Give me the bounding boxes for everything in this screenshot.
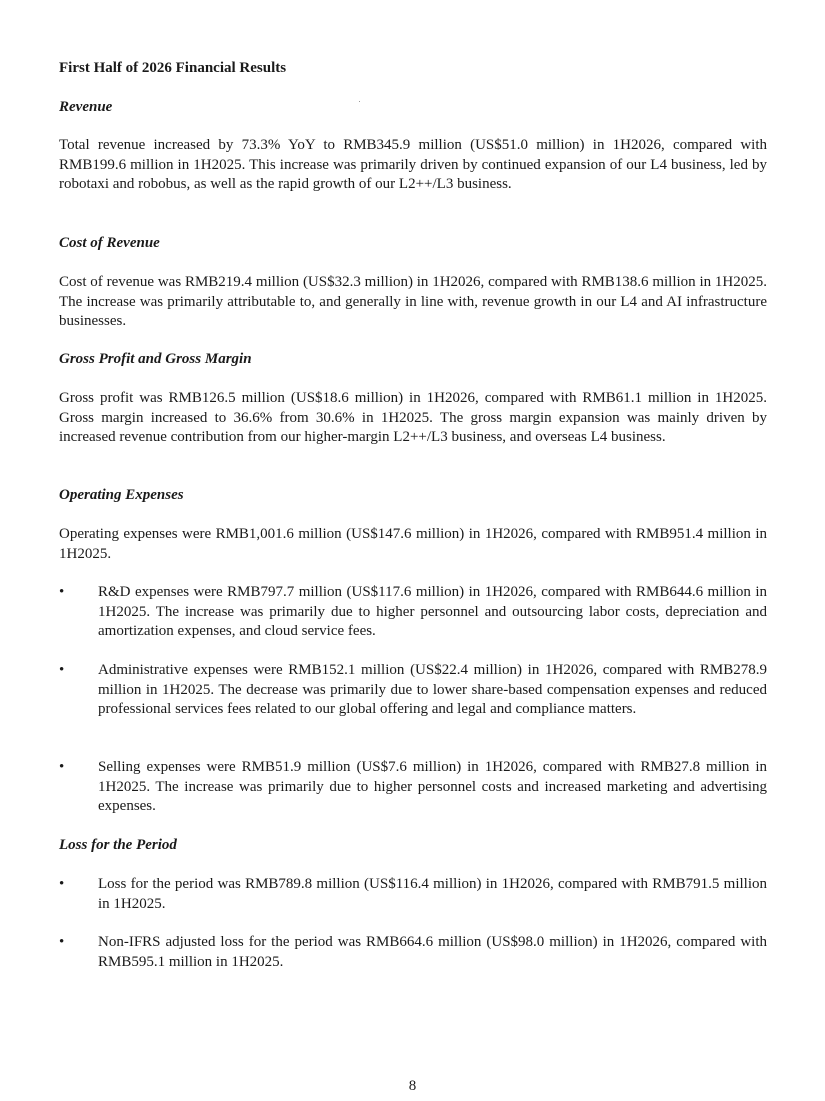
- bullet-text: Administrative expenses were RMB152.1 million (US$22.4 million) in 1H2026, compared with RMB278.9 million in 1H2025. The decrease was primarily due to lower share-based compensation expenses and reduced professional services fees related to our global offering and legal and compliance matters.: [98, 662, 767, 717]
- document-title: First Half of 2026 Financial Results: [59, 60, 287, 76]
- operating-expenses-paragraph: Operating expenses were RMB1,001.6 million (US$147.6 million) in 1H2026, compared with RMB951.4 million in 1H2025.: [59, 526, 767, 562]
- cost-of-revenue-paragraph: Cost of revenue was RMB219.4 million (US$32.3 million) in 1H2026, compared with RMB138.6 million in 1H2025. The increase was primarily attributable to, and generally in line with, revenue growth in our L4 and AI infrastructure businesses.: [59, 274, 767, 329]
- bullet-text: Selling expenses were RMB51.9 million (US$7.6 million) in 1H2026, compared with RMB27.8 million in 1H2025. The increase was primarily due to higher personnel costs and increased marketing and advertising expenses.: [98, 759, 767, 814]
- bullet-text: Loss for the period was RMB789.8 million (US$116.4 million) in 1H2026, compared with RMB791.5 million in 1H2025.: [98, 876, 767, 912]
- bullet-icon: •: [59, 876, 65, 892]
- page-number: 8: [408, 1078, 417, 1094]
- gross-profit-heading: Gross Profit and Gross Margin: [59, 351, 252, 367]
- cost-of-revenue-heading: Cost of Revenue: [59, 235, 160, 251]
- bullet-text: Non-IFRS adjusted loss for the period was RMB664.6 million (US$98.0 million) in 1H2026, compared with RMB595.1 million in 1H2025.: [98, 934, 767, 970]
- bullet-icon: •: [59, 584, 65, 600]
- bullet-icon: •: [59, 662, 65, 678]
- loss-for-period-heading: Loss for the Period: [59, 837, 177, 853]
- bullet-icon: •: [59, 934, 65, 950]
- bullet-text: R&D expenses were RMB797.7 million (US$117.6 million) in 1H2026, compared with RMB644.6 million in 1H2025. The increase was primarily due to higher personnel and outsourcing labor costs, depreciation and amortization expenses, and cloud service fees.: [98, 584, 767, 639]
- revenue-paragraph: Total revenue increased by 73.3% YoY to RMB345.9 million (US$51.0 million) in 1H2026, compared with RMB199.6 million in 1H2025. This increase was primarily driven by continued expansion of our L4 business, led by robotaxi and robobus, as well as the rapid growth of our L2++/L3 business.: [59, 137, 767, 192]
- scan-speck: [359, 101, 360, 102]
- gross-profit-paragraph: Gross profit was RMB126.5 million (US$18.6 million) in 1H2026, compared with RMB61.1 million in 1H2025. Gross margin increased to 36.6% from 30.6% in 1H2025. The gross margin expansion was mainly driven by increased revenue contribution from our higher-margin L2++/L3 business, and overseas L4 business.: [59, 390, 767, 445]
- bullet-icon: •: [59, 759, 65, 775]
- revenue-heading: Revenue: [59, 99, 113, 115]
- operating-expenses-heading: Operating Expenses: [59, 487, 184, 503]
